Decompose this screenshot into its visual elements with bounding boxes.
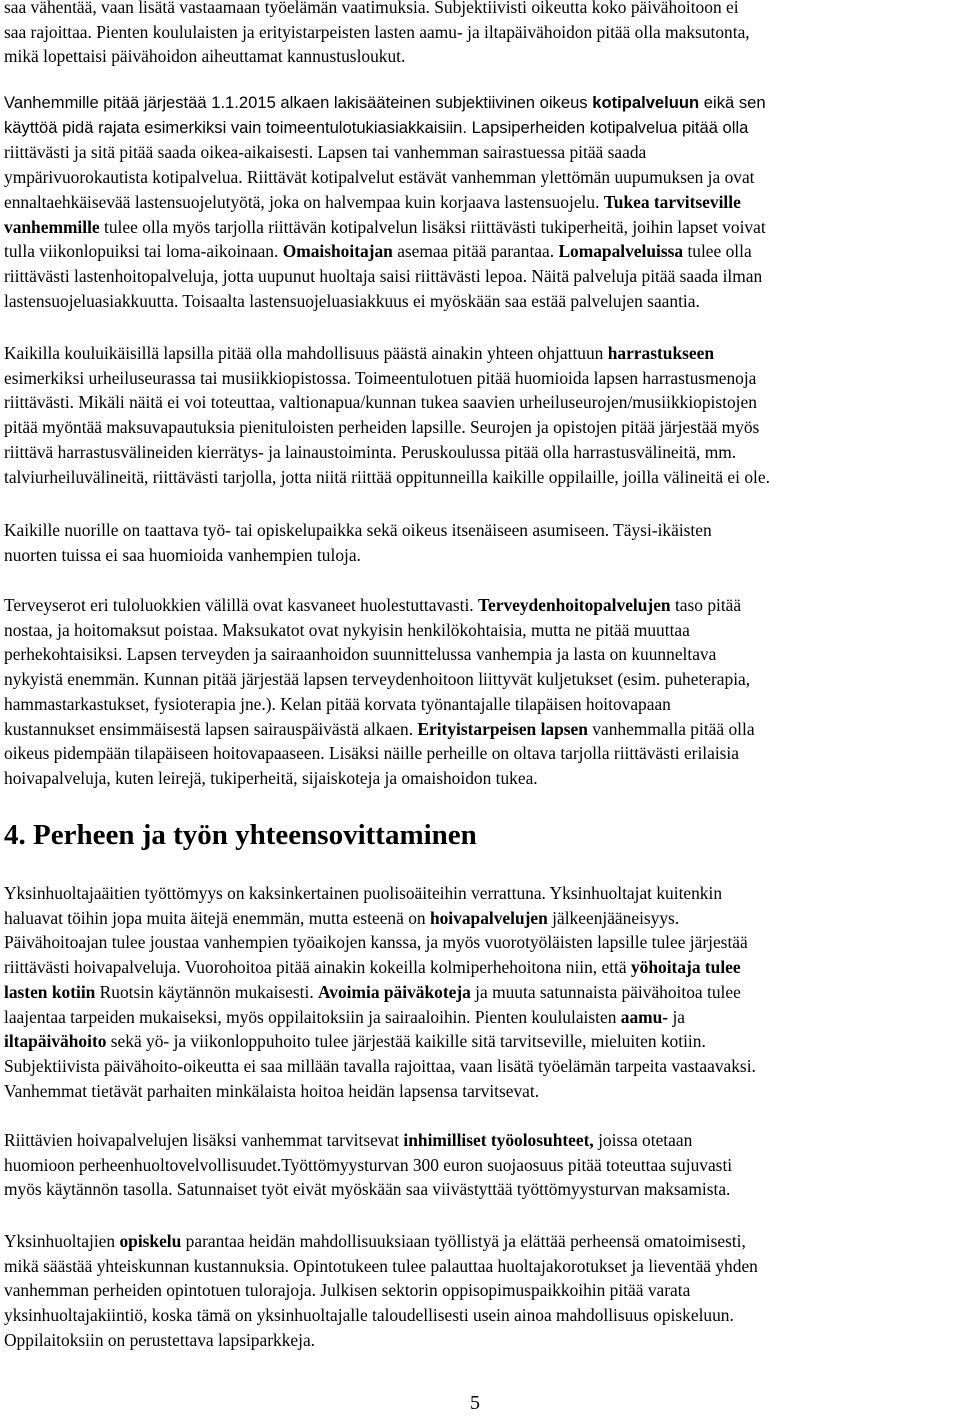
text-line: nykyistä enemmän. Kunnan pitää järjestää lapsen terveydenhoitoon liittyvät kuljetukset (esim. puheterapia, <box>4 669 751 690</box>
text-line: Kaikilla kouluikäisillä lapsilla pitää olla mahdollisuus päästä ainakin yhteen ohjattuun harrastukseen <box>4 343 714 363</box>
text-line: Päivähoitoajan tulee joustaa vanhempien työaikojen kanssa, ja myös vuorotyöläisten lapsille tulee järjestää <box>4 932 748 953</box>
bold-term: inhimilliset työolosuhteet, <box>403 1130 594 1150</box>
text-line: Kaikille nuorille on taattava työ- tai opiskelupaikka sekä oikeus itsenäiseen asumiseen. Täysi-ikäisten <box>4 520 712 540</box>
text-line: mikä säästää yhteiskunnan kustannuksia. Opintotukeen tulee palauttaa huoltajakorotukset ja lieventää yhden <box>4 1255 758 1276</box>
text-line: pitää myöntää maksuvapautuksia pienituloisten perheiden lapsille. Seurojen ja opistojen pitää järjestää myös <box>4 417 760 438</box>
text-line: Terveyserot eri tuloluokkien välillä ovat kasvaneet huolestuttavasti. Terveydenhoitopalvelujen taso pitää <box>4 595 742 615</box>
text-line: Riittävien hoivapalvelujen lisäksi vanhemmat tarvitsevat inhimilliset työolosuhteet, joissa otetaan <box>4 1130 693 1150</box>
bold-term: harrastukseen <box>607 343 714 363</box>
text-line: Vanhemmat tietävät parhaiten minkälaista hoitoa heidän lapsensa tarvitsevat. <box>4 1080 540 1101</box>
bold-term: hoivapalvelujen <box>429 907 548 928</box>
bold-term: Lomapalveluissa <box>558 241 684 262</box>
text-line: talviurheiluvälineitä, riittävästi tarjolla, jotta niitä riittää oppitunneilla kaikille oppilaille, joilla välineitä ei ole. <box>4 466 770 487</box>
bold-term: aamu- <box>620 1006 669 1027</box>
text-line: Oppilaitoksiin on perustettava lapsiparkkeja. <box>4 1329 316 1350</box>
text-line: saa rajoittaa. Pienten koululaisten ja erityistarpeisten lasten aamu- ja iltapäivähoidon pitää olla maksutonta, <box>4 21 750 42</box>
text-line: hammastarkastukset, fysioterapia jne.). Kelan pitää korvata työnantajalle tilapäisen hoitovapaan <box>4 693 671 714</box>
bold-term: Tukea tarvitseville <box>603 191 741 212</box>
text-line: Vanhemmille pitää järjestää 1.1.2015 alkaen lakisääteinen subjektiivinen oikeus kotipalveluun eikä sen <box>4 93 766 112</box>
text-line: Subjektiivista päivähoito-oikeutta ei saa millään tavalla rajoittaa, vaan lisätä työelämän tarpeita vastaavaksi. <box>4 1055 756 1076</box>
page-number: 5 <box>470 1392 480 1414</box>
bold-term: opiskelu <box>119 1231 182 1251</box>
text-line: hoivapalveluja, kuten leirejä, tukiperheitä, sijaiskoteja ja omaishoidon tukea. <box>4 767 538 788</box>
text-line: nuorten tuissa ei saa huomioida vanhempien tuloja. <box>4 544 361 565</box>
text-line: kustannukset ensimmäisestä lapsen sairauspäivästä alkaen. Erityistarpeisen lapsen vanhemmalla pitää olla <box>4 718 755 739</box>
text-line: riittävä harrastusvälineiden kierrätys- ja lainaustoiminta. Peruskoulussa pitää olla harrastusvälineitä, mm. <box>4 441 737 462</box>
text-line: myös käytännön tasolla. Satunnaiset työt eivät myöskään saa viivästyttää työttömyysturvan maksamista. <box>4 1179 731 1200</box>
text-line: vanhemmille tulee olla myös tarjolla riittävän kotipalvelun lisäksi riittävästi tukiperheitä, joihin lapset voivat <box>4 216 766 237</box>
bold-term: Omaishoitajan <box>282 241 393 262</box>
text-line: Yksinhuoltajaäitien työttömyys on kaksinkertainen puolisoäiteihin verrattuna. Yksinhuoltajat kuitenkin <box>4 883 723 903</box>
text-line: lastensuojeluasiakkuutta. Toisaalta lastensuojeluasiakkuus ei myöskään saa estää palvelujen saantia. <box>4 290 700 311</box>
text-line: iltapäivähoito sekä yö- ja viikonloppuhoito tulee järjestää kaikille sitä tarvitseville, mieluiten kotiin. <box>4 1031 706 1052</box>
bold-term: iltapäivähoito <box>4 1031 107 1052</box>
text-line: huomioon perheenhuoltovelvollisuudet.Työttömyysturvan 300 euron suojaosuus pitää toteuttaa sujuvasti <box>4 1154 733 1175</box>
text-line: perhekohtaisiksi. Lapsen terveyden ja sairaanhoidon suunnittelussa vanhempia ja lasta on kuunneltava <box>4 644 717 665</box>
text-line: esimerkiksi urheiluseurassa tai musiikkiopistossa. Toimeentulotuen pitää huomioida lapsen harrastusmenoja <box>4 367 757 388</box>
text-line: yksinhuoltajakiintiö, koska tämä on yksinhuoltajalle taloudellisesti usein ainoa mahdollisuus opiskeluun. <box>4 1305 734 1326</box>
text-line: riittävästi. Mikäli näitä ei voi toteuttaa, valtionapua/kunnan tukea saavien urheiluseurojen/musiikkiopistojen <box>4 392 757 413</box>
text-line: mikä lopettaisi päivähoidon aiheuttamat kannustusloukut. <box>4 46 406 67</box>
text-line: vanhemman perheiden opintotuen tulorajoja. Julkisen sektorin oppisopimuspaikkoihin pitää varata <box>4 1280 691 1301</box>
text-line: riittävästi hoivapalveluja. Vuorohoitoa pitää ainakin kokeilla kolmiperhehoitona niin, että yöhoitaja tulee <box>4 957 741 978</box>
bold-term: yöhoitaja tulee <box>630 957 741 978</box>
text-line: riittävästi lastenhoitopalveluja, jotta uupunut huoltaja saisi riittävästi lepoa. Näitä palveluja pitää saada ilman <box>4 265 763 286</box>
section-heading: 4. Perheen ja työn yhteensovittaminen <box>4 819 477 851</box>
text-line: haluavat töihin jopa muita äitejä enemmän, mutta esteenä on hoivapalvelujen jälkeenjääneisyys. <box>4 907 680 928</box>
bold-term: Erityistarpeisen lapsen <box>417 718 588 739</box>
text-line: käyttöä pidä rajata esimerkiksi vain toimeentulotukiasiakkaisiin. Lapsiperheiden kotipalvelua pitää olla <box>4 117 749 137</box>
text-line: nostaa, ja hoitomaksut poistaa. Maksukatot ovat nykyisin henkilökohtaisia, mutta ne pitää muuttaa <box>4 619 690 640</box>
text-line: saa vähentää, vaan lisätä vastaamaan työelämän vaatimuksia. Subjektiivisti oikeutta koko päivähoitoon ei <box>4 0 739 17</box>
bold-term: Terveydenhoitopalvelujen <box>478 595 671 615</box>
text-line: laajentaa tarpeiden mukaiseksi, myös oppilaitoksiin ja sairaaloihin. Pienten koululaisten aamu- ja <box>4 1006 685 1027</box>
text-line: ennaltaehkäisevää lastensuojelutyötä, joka on halvempaa kuin korjaava lastensuojelu. Tukea tarvitseville <box>4 191 741 212</box>
bold-term: vanhemmille <box>4 216 100 237</box>
text-line: tulla viikonlopuiksi tai loma-aikoinaan. Omaishoitajan asemaa pitää parantaa. Lomapalveluissa tulee olla <box>4 241 752 262</box>
bold-term: Avoimia päiväkoteja <box>318 981 471 1002</box>
bold-term: lasten kotiin <box>4 981 96 1002</box>
bold-term: kotipalveluun <box>592 93 700 112</box>
text-line: lasten kotiin Ruotsin käytännön mukaisesti. Avoimia päiväkoteja ja muuta satunnaista päivähoitoa tulee <box>4 981 741 1002</box>
text-line: oikeus pidempään tilapäiseen hoitovapaaseen. Lisäksi näille perheille on oltava tarjolla riittävästi erilaisia <box>4 743 739 764</box>
text-line: riittävästi ja sitä pitää saada oikea-aikaisesti. Lapsen tai vanhemman sairastuessa pitää saada <box>4 142 647 163</box>
text-line: Yksinhuoltajien opiskelu parantaa heidän mahdollisuuksiaan työllistyä ja elättää perheensä omatoimisesti, <box>4 1231 746 1251</box>
text-line: ympärivuorokautista kotipalvelua. Riittävät kotipalvelut estävät vanhemman ylettömän uupumuksen ja ovat <box>4 167 755 188</box>
